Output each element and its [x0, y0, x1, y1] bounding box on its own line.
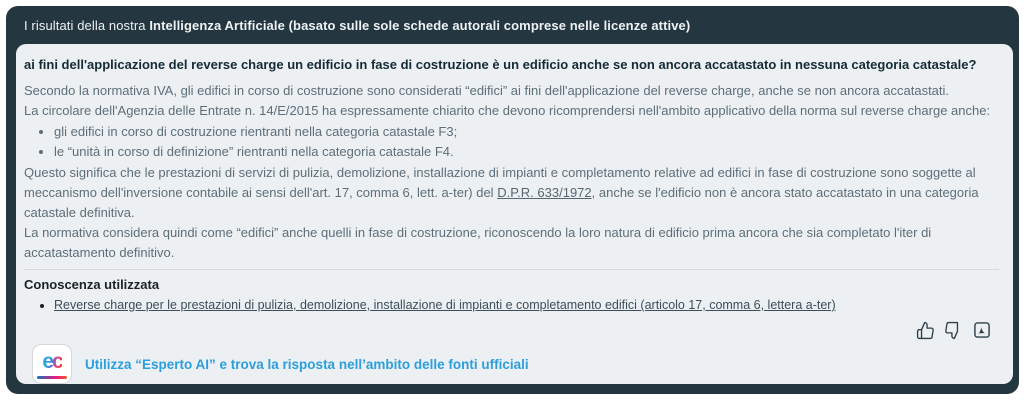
knowledge-list-item [54, 295, 999, 315]
answer-paragraph-4: La normativa considera quindi come “edifici” anche quelli in fase di costruzione, riconoscendo la loro natura di edificio prima ancora che sia completato l'iter di accatastamento definitivo. [24, 225, 932, 260]
answer-paragraph-2: La circolare dell'Agenzia delle Entrate n. 14/E/2015 ha espressamente chiarito che devono ricomprendersi nell'ambito applicativo della norma sul reverse charge anche: [24, 103, 991, 118]
knowledge-used-title: Conoscenza utilizzata [24, 277, 160, 292]
results-header-bold: Intelligenza Artificiale (basato sulle sole schede autorali comprese nelle licenze attive) [149, 17, 691, 33]
divider [24, 269, 999, 270]
user-question: ai fini dell'applicazione del reverse charge un edificio in fase di costruzione è un edificio anche se non ancora accatastato in nessuna categoria catastale? [24, 57, 977, 72]
esperto-ai-cta[interactable]: Utilizza “Esperto AI” e trova la risposta nell’ambito delle fonti ufficiali [85, 356, 529, 372]
ec-logo-gradient-bar [37, 376, 67, 379]
pdf-export-icon [972, 320, 992, 340]
feedback-actions [24, 318, 993, 342]
answer-paragraph-3 [24, 163, 999, 223]
answer-text-before-link: Questo significa che le prestazioni di servizi di pulizia, demolizione, installazione di impianti e completamento relative ad edifici in fase di costruzione sono soggette al meccanismo dell'inversione contabile ai sensi dell'art. 17, comma 6, lett. a-ter) del [24, 165, 976, 200]
dpr-633-1972-link[interactable]: D.P.R. 633/1972 [497, 185, 592, 200]
answer-panel [16, 44, 1013, 384]
answer-paragraph-1: Secondo la normativa IVA, gli edifici in corso di costruzione sono considerati “edifici” ai fini dell'applicazione del reverse charge, anche se non ancora accatastati. [24, 83, 950, 98]
pdf-export-button[interactable] [971, 319, 993, 341]
answer-bullet-list [24, 122, 999, 162]
thumbs-down-button[interactable] [943, 320, 964, 341]
ec-logo-text: ec [42, 350, 62, 373]
ai-results-card [6, 6, 1019, 394]
thumbs-up-icon [916, 321, 935, 340]
thumbs-down-icon [944, 321, 963, 340]
answer-bullet: • le “unità in corso di definizione” rientranti nella categoria catastale F4. [54, 142, 999, 162]
footer [32, 344, 999, 384]
knowledge-list [24, 295, 999, 315]
answer-text-after-link: , anche se l'edificio non è ancora stato accatastato in una categoria catastale definitiva. [24, 185, 979, 220]
knowledge-source-link[interactable]: Reverse charge per le prestazioni di pulizia, demolizione, installazione di impianti e completamento edifici (articolo 17, comma 6, lettera a-ter) [54, 298, 836, 312]
thumbs-up-button[interactable] [915, 320, 936, 341]
results-header-prefix: I risultati della nostra [24, 17, 150, 33]
results-header [6, 6, 1019, 44]
answer-bullet: • gli edifici in corso di costruzione rientranti nella categoria catastale F3; [54, 122, 999, 142]
ec-logo[interactable] [32, 344, 72, 384]
